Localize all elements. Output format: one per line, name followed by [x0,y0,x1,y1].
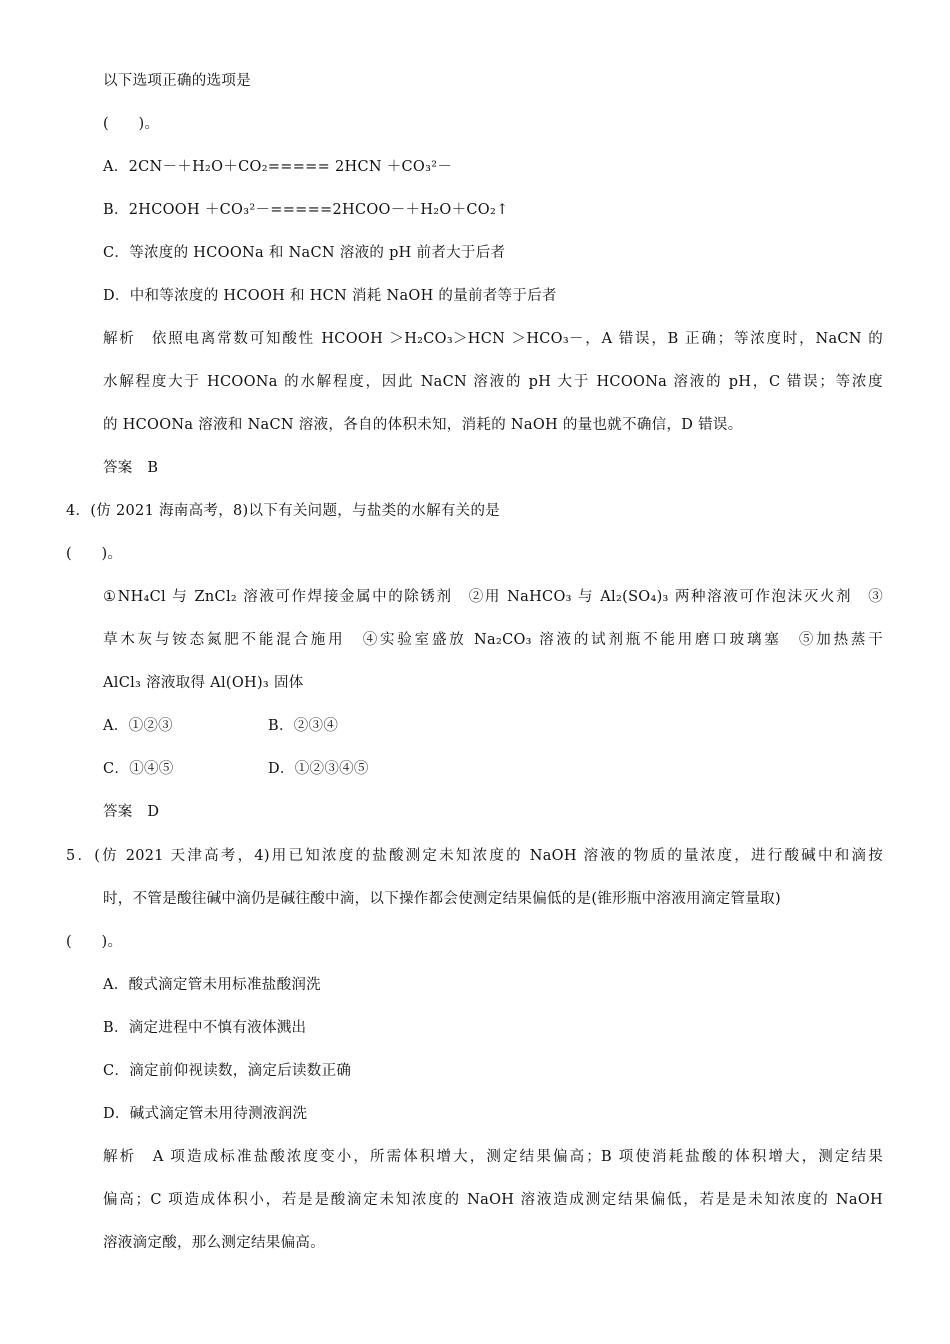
q4-option-a: A．①②③ [103,718,173,734]
q5-stem-line-2: 时，不管是酸往碱中滴仍是碱往酸中滴，以下操作都会使测定结果偏低的是(锥形瓶中溶液用滴定管量取) [103,891,781,907]
q3-answer: 答案 B [103,460,159,476]
q5-option-a: A．酸式滴定管未用标准盐酸润洗 [103,977,321,993]
q3-analysis-line-2: 水解程度大于 HCOONa 的水解程度，因此 NaCN 溶液的 pH 大于 HCOONa 溶液的 pH，C 错误；等浓度 [103,374,883,390]
q3-intro: 以下选项正确的选项是 [103,73,251,89]
q5-option-b: B．滴定进程中不慎有液体溅出 [103,1020,307,1036]
q5-analysis-line-2: 偏高；C 项造成体积小，若是是酸滴定未知浓度的 NaOH 溶液造成测定结果偏低，若是是未知浓度的 NaOH [103,1192,883,1208]
q4-stem: 4．(仿 2021 海南高考，8)以下有关问题，与盐类的水解有关的是 [66,503,501,519]
q3-answer-paren: ( )。 [103,116,160,132]
q4-answer-paren: ( )。 [66,546,123,562]
q5-option-d: D．碱式滴定管未用待测液润洗 [103,1106,308,1122]
q3-analysis-line-3: 的 HCOONa 溶液和 NaCN 溶液，各自的体积未知，消耗的 NaOH 的量也就不确信，D 错误。 [103,417,743,433]
q5-analysis-line-1: 解析 A 项造成标准盐酸浓度变小，所需体积增大，测定结果偏高；B 项使消耗盐酸的体积增大，测定结果 [103,1149,883,1165]
q5-analysis-line-3: 溶液滴定酸，那么测定结果偏高。 [103,1235,325,1251]
q4-option-b: B．②③④ [268,718,339,734]
q3-analysis-line-1: 解析 依照电离常数可知酸性 HCOOH ＞H₂CO₃＞HCN ＞HCO₃－，A 错误，B 正确；等浓度时，NaCN 的 [103,331,883,347]
q4-items-line-1: ①NH₄Cl 与 ZnCl₂ 溶液可作焊接金属中的除锈剂 ②用 NaHCO₃ 与 Al₂(SO₄)₃ 两种溶液可作泡沫灭火剂 ③ [103,589,883,605]
q5-option-c: C．滴定前仰视读数，滴定后读数正确 [103,1063,352,1079]
q3-option-d: D．中和等浓度的 HCOOH 和 HCN 消耗 NaOH 的量前者等于后者 [103,288,557,304]
q3-option-a: A．2CN－＋H₂O＋CO₂===== 2HCN ＋CO₃²－ [103,159,453,175]
q3-option-b: B．2HCOOH ＋CO₃²－=====2HCOO－＋H₂O＋CO₂↑ [103,202,509,218]
q4-items-line-2: 草木灰与铵态氮肥不能混合施用 ④实验室盛放 Na₂CO₃ 溶液的试剂瓶不能用磨口玻璃塞 ⑤加热蒸干 [103,632,883,648]
q4-answer: 答案 D [103,804,160,820]
q4-option-d: D．①②③④⑤ [268,761,369,777]
q5-answer-paren: ( )。 [66,934,123,950]
q3-option-c: C．等浓度的 HCOONa 和 NaCN 溶液的 pH 前者大于后者 [103,245,506,261]
q4-items-line-3: AlCl₃ 溶液取得 Al(OH)₃ 固体 [103,675,304,691]
q4-option-c: C．①④⑤ [103,761,174,777]
q5-stem-line-1: 5．(仿 2021 天津高考，4)用已知浓度的盐酸测定未知浓度的 NaOH 溶液的物质的量浓度，进行酸碱中和滴按 [66,848,883,864]
